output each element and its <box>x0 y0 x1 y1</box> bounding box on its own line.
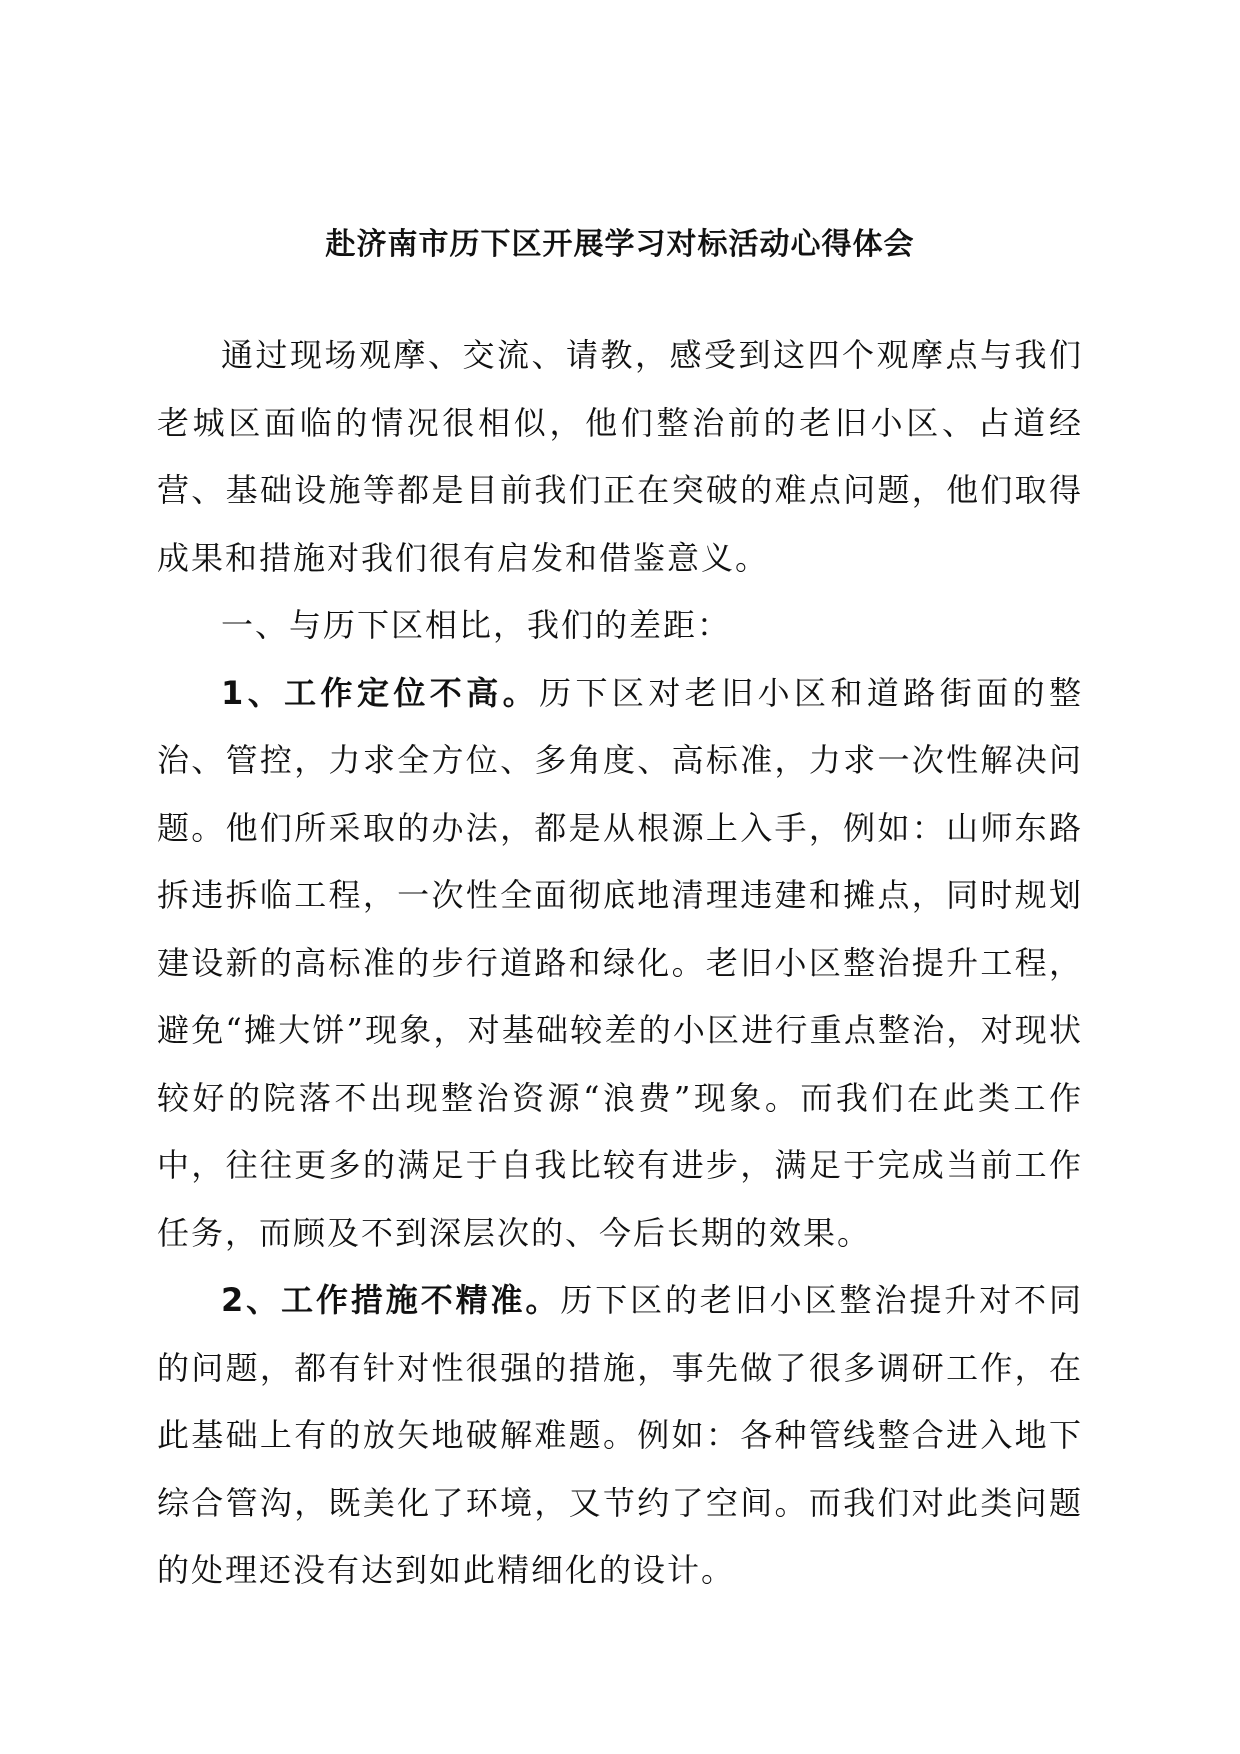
document-body <box>157 322 1083 1605</box>
paragraph-point-2 <box>157 1267 1083 1605</box>
section-heading-text: 一、与历下区相比，我们的差距： <box>221 606 732 644</box>
point-1-lead: 1、工作定位不高。 <box>221 673 540 712</box>
paragraph-section-heading <box>157 592 1083 660</box>
point-2-lead: 2、工作措施不精准。 <box>221 1281 561 1319</box>
document-title: 赴济南市历下区开展学习对标活动心得体会 <box>325 227 915 262</box>
paragraph-text: 通过现场观摩、交流、请教，感受到这四个观摩点与我们老城区面临的情况很相似，他们整治前的老旧小区、占道经营、基础设施等都是目前我们正在突破的难点问题，他们取得成果和措施对我们很有启发和借鉴意义。 <box>157 336 1083 577</box>
paragraph-intro <box>157 322 1083 592</box>
point-1-text: 历下区对老旧小区和道路街面的整治、管控，力求全方位、多角度、高标准，力求一次性解决问题。他们所采取的办法，都是从根源上入手，例如：山师东路拆违拆临工程，一次性全面彻底地清理违建和摊点，同时规划建设新的高标准的步行道路和绿化。老旧小区整治提升工程，避免“摊大饼”现象，对基础较差的小区进行重点整治，对现状较好的院落不出现整治资源“浪费”现象。而我们在此类工作中，往往更多的满足于自我比较有进步，满足于完成当前工作任务，而顾及不到深层次的、今后长期的效果。 <box>157 673 1083 1252</box>
paragraph-point-1 <box>157 660 1083 1268</box>
point-2-text: 历下区的老旧小区整治提升对不同的问题，都有针对性很强的措施，事先做了很多调研工作，在此基础上有的放矢地破解难题。例如：各种管线整合进入地下综合管沟，既美化了环境，又节约了空间。而我们对此类问题的处理还没有达到如此精细化的设计。 <box>157 1281 1083 1589</box>
